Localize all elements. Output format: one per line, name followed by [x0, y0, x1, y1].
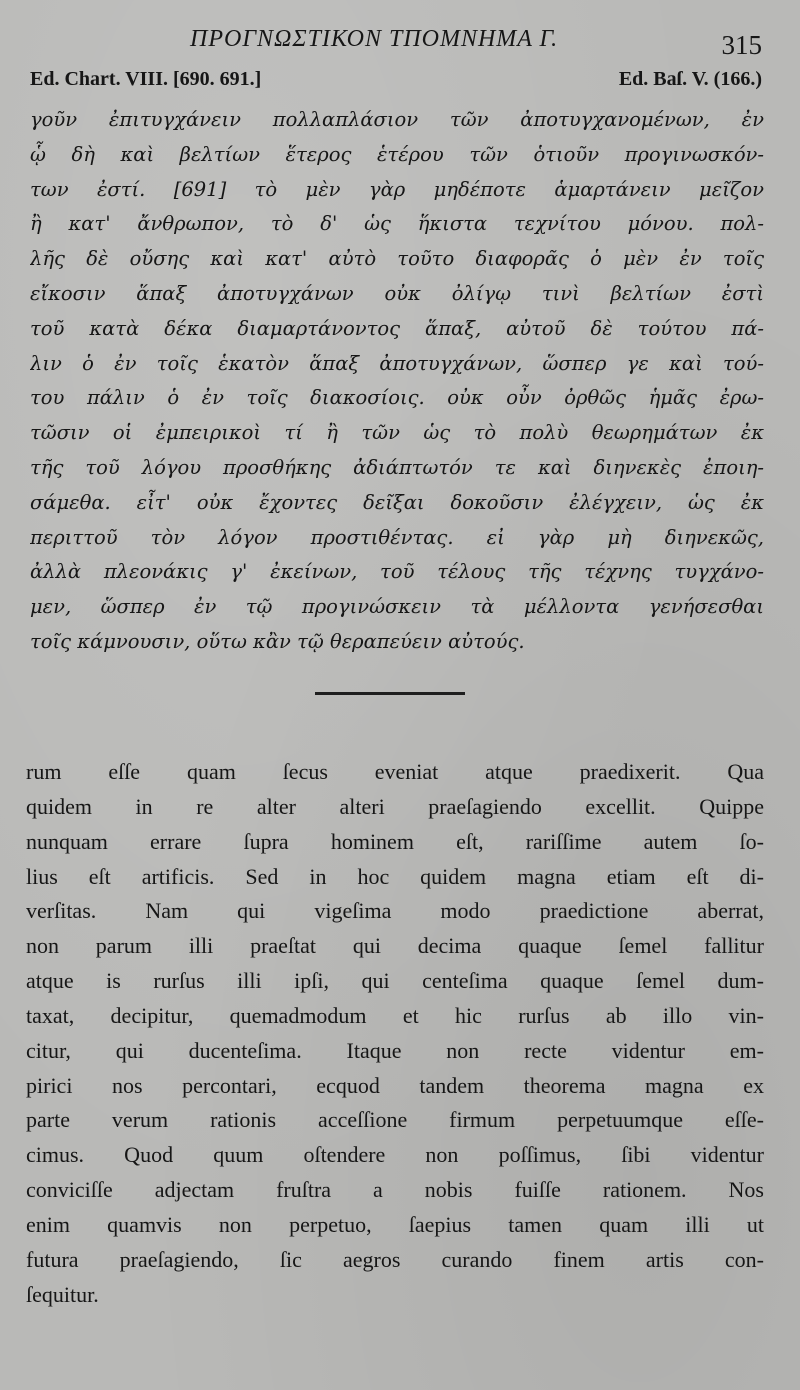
greek-line: περιττοῦ τὸν λόγον προστιθέντας. εἰ γὰρ μὴ διηνεκῶς,	[30, 525, 764, 549]
latin-line: parte verum rationis acceſſione firmum perpetuumque eſſe-	[26, 1107, 764, 1133]
greek-line: γοῦν ἐπιτυγχάνειν πολλαπλάσιον τῶν ἀποτυγχανομένων, ἐν	[30, 108, 764, 131]
latin-line: cimus. Quod quum oſtendere non poſſimus, ſibi videntur	[26, 1142, 764, 1168]
greek-line: λιν ὁ ἐν τοῖς ἑκατὸν ἅπαξ ἀποτυγχάνων, ὥσπερ γε καὶ τού-	[30, 351, 764, 375]
greek-line: ἢ κατ' ἄνθρωπον, τὸ δ' ὡς ἥκιστα τεχνίτου μόνου. πολ-	[30, 212, 764, 236]
latin-line: conviciſſe adjectam fruſtra a nobis fuiſſe rationem. Nos	[26, 1177, 764, 1203]
greek-line: των ἐστί. [691] τὸ μὲν γὰρ μηδέποτε ἁμαρτάνειν μεῖζον	[30, 177, 764, 201]
edition-reference-line	[30, 68, 762, 98]
latin-line: ſequitur.	[26, 1281, 99, 1307]
greek-line: μεν, ὥσπερ ἐν τῷ προγινώσκειν τὰ μέλλοντα γενήσεσθαι	[30, 595, 764, 619]
latin-line: nunquam errare ſupra hominem eſt, rariſſime autem ſo-	[26, 828, 764, 854]
greek-line: τῶσιν οἱ ἐμπειρικοὶ τί ἢ τῶν ὡς τὸ πολὺ θεωρημάτων ἐκ	[30, 421, 764, 445]
latin-line: futura praeſagiendo, ſic aegros curando finem artis con-	[26, 1246, 764, 1272]
latin-line: rum eſſe quam ſecus eveniat atque praedixerit. Qua	[26, 759, 764, 784]
greek-line: τοῦ κατὰ δέκα διαμαρτάνοντος ἅπαξ, αὐτοῦ δὲ τούτου πά-	[30, 316, 764, 340]
greek-line: ᾧ δὴ καὶ βελτίων ἕτερος ἑτέρου τῶν ὁτιοῦν προγινωσκόν-	[30, 142, 764, 166]
greek-line: τῆς τοῦ λόγου προσθήκης ἀδιάπτωτόν τε καὶ διηνεκὲς ἐποιη-	[30, 455, 764, 479]
running-title: ΠΡΟΓΝΩΣΤΙΚΟΝ ΤΠΟΜΝΗΜΑ Γ.	[190, 26, 559, 52]
greek-text-block	[30, 103, 764, 660]
latin-line: non parum illi praeſtat qui decima quaque ſemel fallitur	[26, 933, 764, 959]
latin-line: quidem in re alter alteri praeſagiendo excellit. Quippe	[26, 793, 764, 819]
latin-line: atque is rurſus illi ipſi, qui centeſima quaque ſemel dum-	[26, 968, 764, 994]
latin-text-block	[26, 755, 764, 1313]
edition-basel-ref: Ed. Baſ. V. (166.)	[618, 68, 762, 90]
edition-chartier-ref: Ed. Chart. VIII. [690. 691.]	[30, 68, 262, 90]
page-number: 315	[721, 30, 762, 60]
latin-line: citur, qui ducenteſima. Itaque non recte videntur em-	[26, 1037, 764, 1063]
latin-line: verſitas. Nam qui vigeſima modo praedictione aberrat,	[26, 898, 764, 924]
greek-line: σάμεθα. εἶτ' οὐκ ἔχοντες δεῖξαι δοκοῦσιν ἐλέγχειν, ὡς ἐκ	[30, 490, 764, 514]
latin-line: enim quamvis non perpetuo, ſaepius tamen quam illi ut	[26, 1211, 764, 1237]
greek-line: του πάλιν ὁ ἐν τοῖς διακοσίοις. οὐκ οὖν ὀρθῶς ἡμᾶς ἐρω-	[30, 386, 764, 410]
greek-line: εἴκοσιν ἅπαξ ἀποτυγχάνων οὐκ ὀλίγῳ τινὶ βελτίων ἐστὶ	[30, 281, 764, 305]
greek-line: λῆς δὲ οὔσης καὶ κατ' αὐτὸ τοῦτο διαφορᾶς ὁ μὲν ἐν τοῖς	[30, 247, 764, 271]
greek-line: ἀλλὰ πλεονάκις γ' ἐκείνων, τοῦ τέλους τῆς τέχνης τυγχάνο-	[30, 560, 764, 584]
latin-line: taxat, decipitur, quemadmodum et hic rurſus ab illo vin-	[26, 1002, 764, 1028]
latin-line: pirici nos percontari, ecquod tandem theorema magna ex	[26, 1072, 764, 1098]
latin-line: lius eſt artificis. Sed in hoc quidem magna etiam eſt di-	[26, 863, 764, 889]
section-divider	[315, 692, 465, 695]
greek-line: τοῖς κάμνουσιν, οὕτω κἂν τῷ θεραπεύειν αὐτούς.	[30, 629, 525, 653]
